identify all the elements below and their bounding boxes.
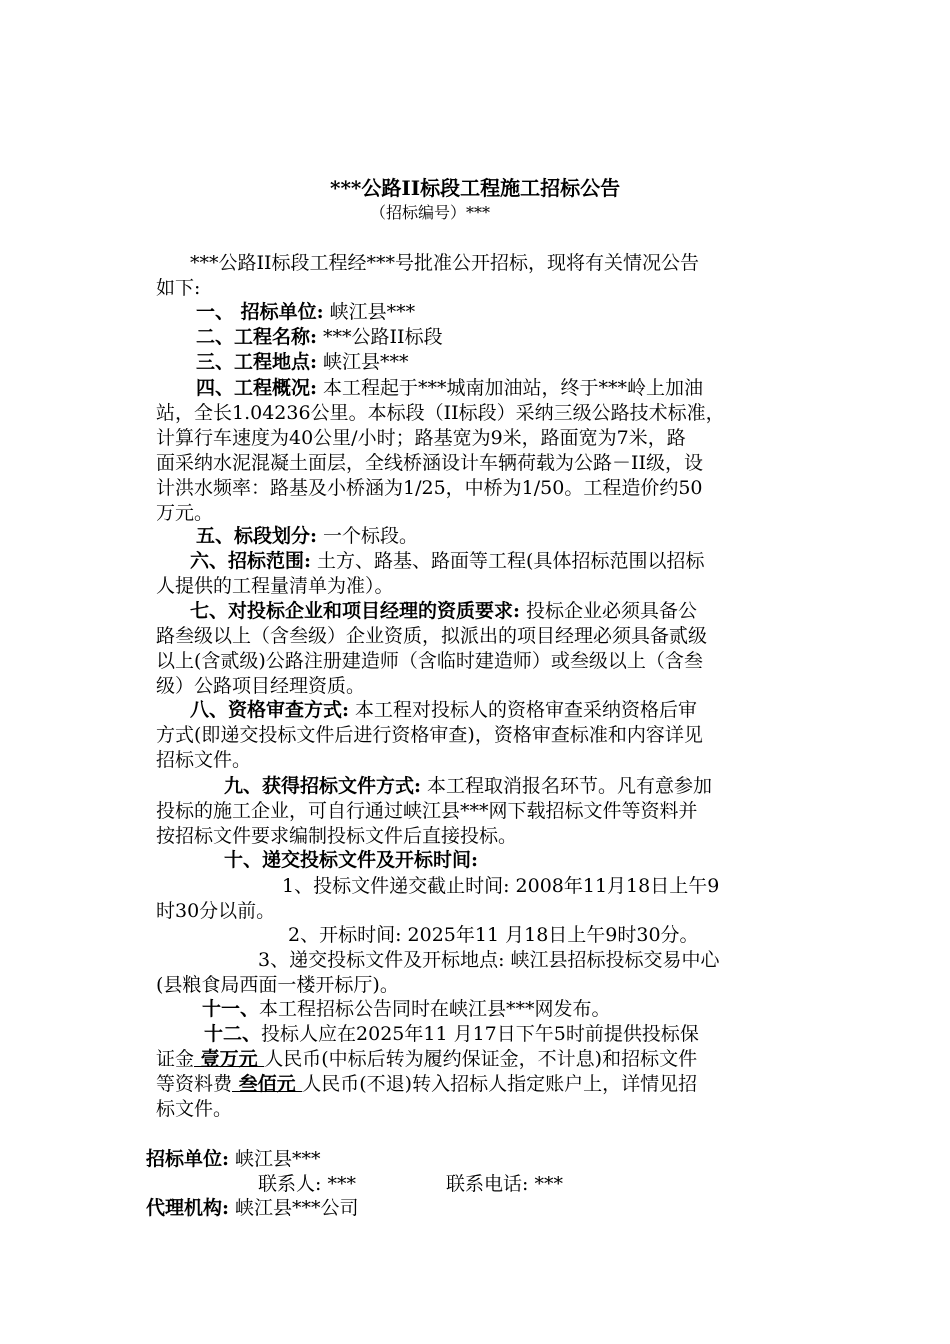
- text-segment: 人民币(中标后转为履约保证金，不计息)和招标文件: [264, 1048, 698, 1070]
- section-10-sub-1-cont: 时30分以前。: [156, 900, 276, 922]
- section-label: 十、递交投标文件及开标时间:: [224, 849, 479, 871]
- section-text: 一个标段。: [317, 525, 419, 547]
- section-text: 土方、路基、路面等工程(具体招标范围以招标: [311, 550, 705, 572]
- tender-number: （招标编号）***: [370, 203, 491, 222]
- section-6-line: 人提供的工程量清单为准）。: [156, 575, 394, 597]
- section-4-line: 万元。: [156, 502, 214, 524]
- section-1: [196, 300, 415, 324]
- deposit-amount: 壹万元: [194, 1048, 265, 1070]
- section-7: [190, 599, 697, 623]
- text-segment: 证金: [156, 1048, 195, 1070]
- section-label: 十一、: [202, 998, 260, 1020]
- section-10: [224, 848, 478, 872]
- footer-value: 峡江县***公司: [229, 1197, 359, 1219]
- section-text: 峡江县***: [317, 351, 409, 373]
- section-7-line: 级）公路项目经理资质。: [156, 675, 366, 697]
- section-text: 本工程起于***城南加油站，终于***岭上加油: [317, 377, 704, 399]
- section-4-line: 计洪水频率：路基及小桥涵为1/25，中桥为1/50。工程造价约50: [156, 477, 703, 499]
- section-9: [224, 774, 712, 798]
- section-8-line: 方式(即递交投标文件后进行资格审查)，资格审查标准和内容详见: [156, 724, 703, 746]
- section-text: 峡江县***: [323, 301, 416, 323]
- section-label: 七、对投标企业和项目经理的资质要求:: [190, 600, 521, 622]
- section-4-line: 计算行车速度为40公里/小时；路基宽为9米，路面宽为7米，路: [156, 427, 686, 449]
- text-segment: 人民币(不退)转入招标人指定账户上，详情见招: [302, 1073, 698, 1095]
- section-10-sub-2: 2、开标时间: 2025年11 月18日上午9时30分。: [288, 924, 699, 946]
- section-2: [196, 325, 443, 349]
- section-4-line: 站，全长1.04236公里。本标段（II标段）采纳三级公路技术标准，: [156, 402, 725, 424]
- section-text: 本工程对投标人的资格审查采纳资格后审: [349, 699, 698, 721]
- section-label: 四、工程概况:: [196, 377, 318, 399]
- section-9-line: 按招标文件要求编制投标文件后直接投标。: [156, 825, 518, 847]
- section-11: [202, 997, 611, 1021]
- section-text: 本工程招标公告同时在峡江县***网发布。: [259, 998, 611, 1020]
- section-5: [196, 524, 418, 548]
- section-12-line: [156, 1072, 697, 1096]
- section-text: 本工程取消报名环节。凡有意参加: [421, 775, 713, 797]
- section-12-line: 标文件。: [156, 1098, 233, 1120]
- text-segment: 等资料费: [156, 1073, 233, 1095]
- section-text: 投标企业必须具备公: [520, 600, 698, 622]
- footer-agency: [146, 1196, 359, 1220]
- footer-contact: 联系人: ***: [258, 1173, 356, 1195]
- section-8: [190, 698, 697, 722]
- footer-unit: [146, 1147, 321, 1171]
- section-3: [196, 350, 409, 374]
- section-label: 二、工程名称:: [196, 326, 318, 348]
- section-label: 九、获得招标文件方式:: [224, 775, 422, 797]
- section-text: ***公路II标段: [317, 326, 443, 348]
- section-10-sub-3-cont: (县粮食局西面一楼开标厅)。: [156, 974, 399, 996]
- section-9-line: 投标的施工企业，可自行通过峡江县***网下载招标文件等资料并: [156, 800, 698, 822]
- section-text: 投标人应在2025年11 月17日下午5时前提供投标保: [261, 1023, 699, 1045]
- section-label: 三、工程地点:: [196, 351, 318, 373]
- fee-amount: 叁佰元: [232, 1073, 303, 1095]
- section-4: [196, 376, 703, 400]
- section-6: [190, 549, 704, 573]
- section-label: 一、 招标单位:: [196, 301, 324, 323]
- section-8-line: 招标文件。: [156, 749, 252, 771]
- section-label: 六、招标范围:: [190, 550, 312, 572]
- section-12: [204, 1022, 699, 1046]
- section-10-sub-3: 3、递交投标文件及开标地点: 峡江县招标投标交易中心: [258, 949, 720, 971]
- footer-value: 峡江县***: [229, 1148, 321, 1170]
- section-label: 八、资格审查方式:: [190, 699, 350, 721]
- section-4-line: 面采纳水泥混凝土面层，全线桥涵设计车辆荷载为公路－II级，设: [156, 452, 704, 474]
- page-title: ***公路II标段工程施工招标公告: [330, 176, 621, 200]
- footer-phone: 联系电话: ***: [446, 1173, 563, 1195]
- footer-label: 代理机构:: [146, 1197, 230, 1219]
- section-7-line: 路叁级以上（含叁级）企业资质，拟派出的项目经理必须具备贰级: [156, 625, 708, 647]
- section-label: 五、标段划分:: [196, 525, 318, 547]
- section-10-sub-1: 1、投标文件递交截止时间: 2008年11月18日上午9: [282, 875, 720, 897]
- section-7-line: 以上(含贰级)公路注册建造师（含临时建造师）或叁级以上（含叁: [156, 650, 703, 672]
- intro-line-2: 如下:: [156, 277, 201, 299]
- footer-label: 招标单位:: [146, 1148, 230, 1170]
- intro-line-1: ***公路II标段工程经***号批准公开招标，现将有关情况公告: [190, 252, 700, 274]
- section-12-line: [156, 1047, 697, 1071]
- section-label: 十二、: [204, 1023, 262, 1045]
